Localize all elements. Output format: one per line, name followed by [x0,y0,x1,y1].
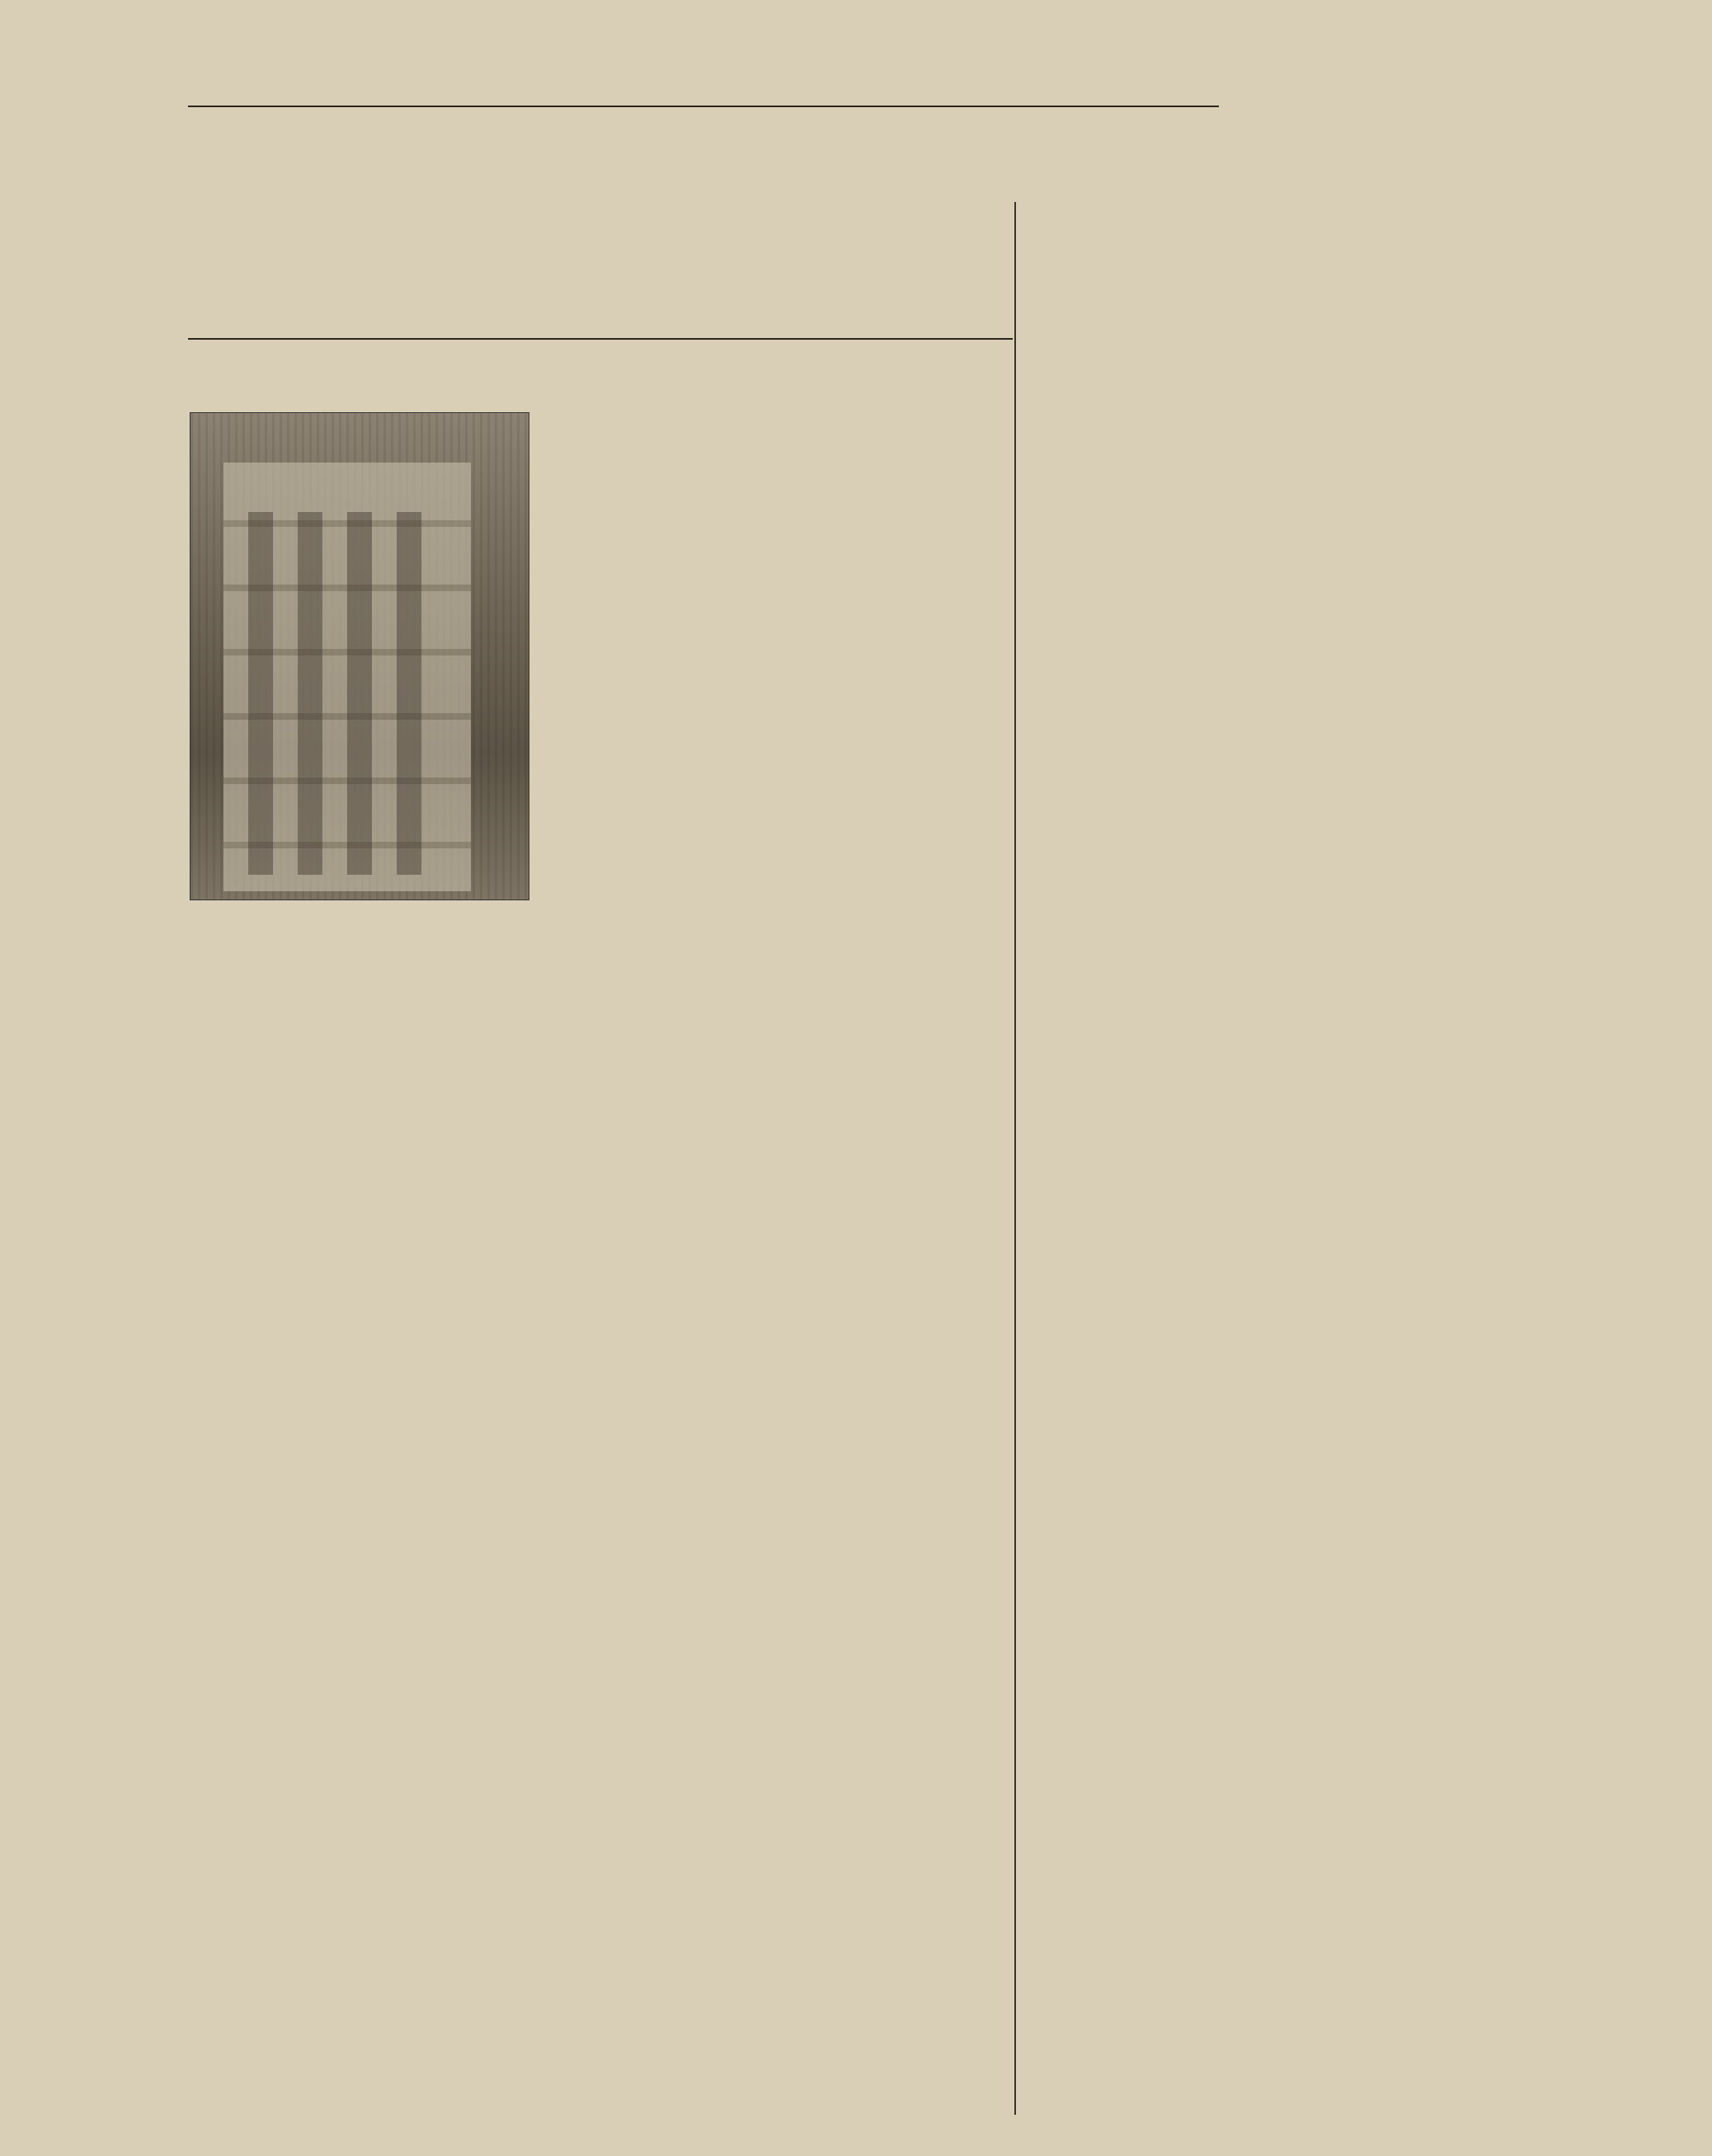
segni-caption-left [191,905,356,1186]
segni-caption-right [365,905,529,1153]
credito-headline [1019,204,1211,254]
credito-text-3 [1021,1642,1209,2088]
column-divider [1014,202,1016,2115]
segni-headline [186,345,533,381]
segni-subhead [186,381,533,406]
lead-headline [188,200,1013,259]
credito-subhead-2 [1019,714,1211,754]
lead-rule [188,338,1013,340]
credito-subhead-3 [1019,1618,1211,1639]
credito-subhead [1019,254,1211,279]
caduto-name-last [305,1441,520,1459]
credito-text-2 [1021,757,1209,1614]
credito-text [1021,284,1209,712]
lead-subhead [188,254,1013,333]
segni-epigraph-intro [191,1186,373,1202]
page-number [221,84,251,104]
casa-del-fascio-photo [190,412,529,900]
section-title [186,104,1225,211]
